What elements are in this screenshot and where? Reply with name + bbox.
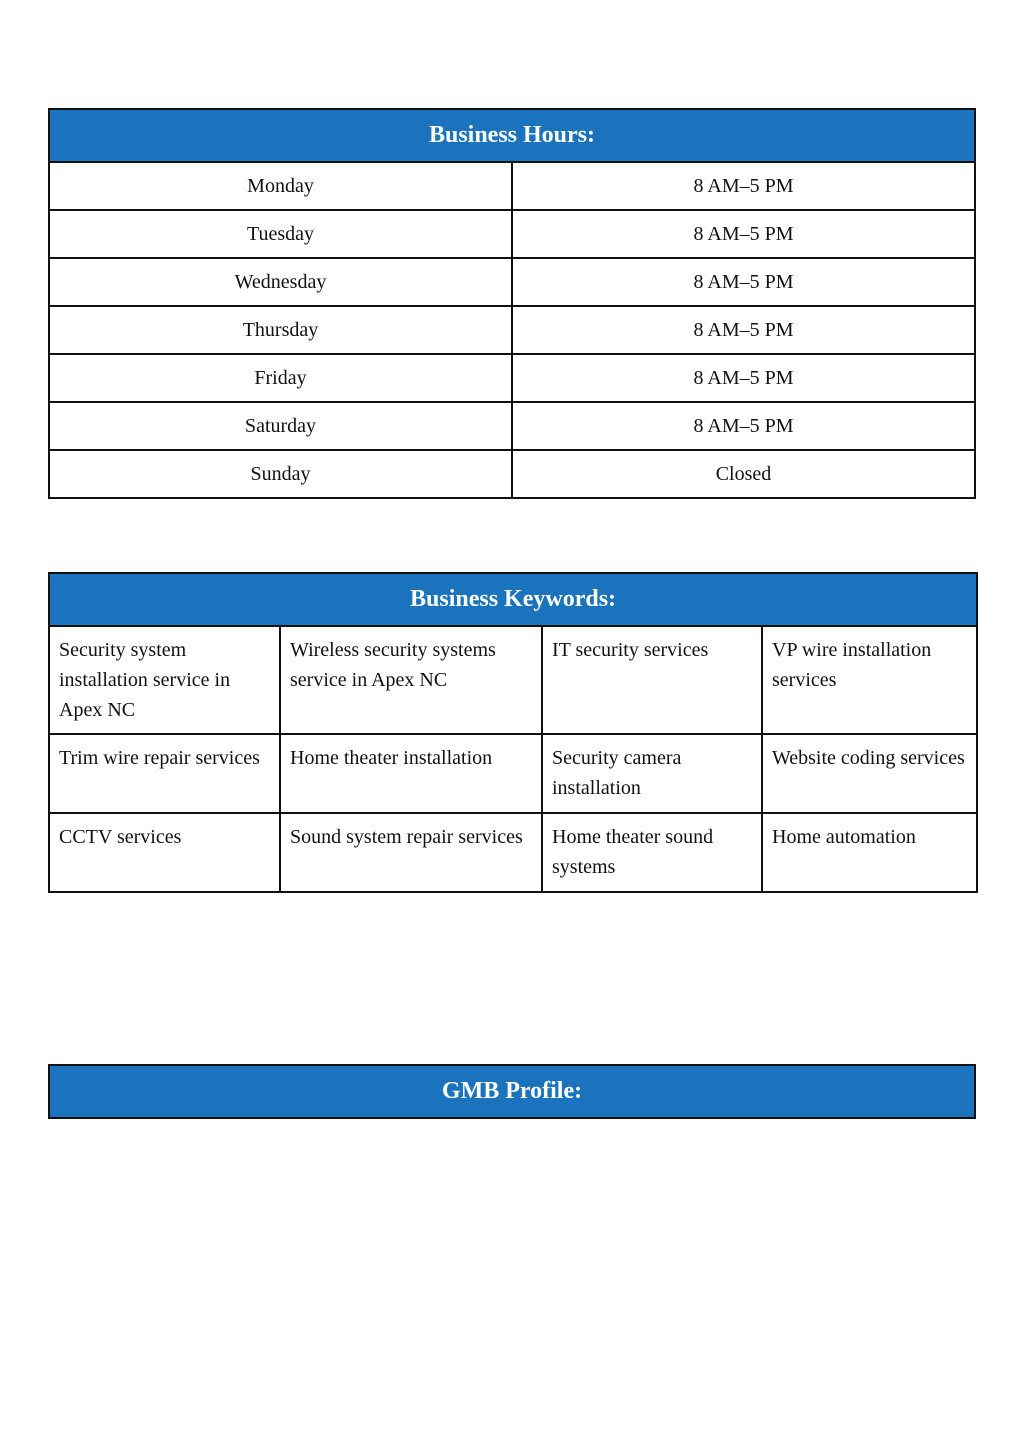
keyword-cell: Security system installation service in Apex NC bbox=[49, 626, 280, 734]
hours-row bbox=[49, 306, 975, 354]
day-cell: Saturday bbox=[49, 402, 512, 450]
hours-cell: 8 AM–5 PM bbox=[512, 210, 975, 258]
keyword-cell: CCTV services bbox=[49, 813, 280, 892]
hours-cell: 8 AM–5 PM bbox=[512, 354, 975, 402]
hours-row bbox=[49, 450, 975, 498]
hours-cell: 8 AM–5 PM bbox=[512, 162, 975, 210]
business-hours-table bbox=[48, 108, 976, 499]
keyword-cell: Trim wire repair services bbox=[49, 734, 280, 813]
hours-row bbox=[49, 258, 975, 306]
keyword-cell: Wireless security systems service in Apex NC bbox=[280, 626, 542, 734]
keywords-row bbox=[49, 813, 977, 892]
hours-row bbox=[49, 210, 975, 258]
keyword-cell: Security camera installation bbox=[542, 734, 762, 813]
business-keywords-heading: Business Keywords: bbox=[49, 573, 977, 626]
business-hours-heading: Business Hours: bbox=[49, 109, 975, 162]
keyword-cell: Sound system repair services bbox=[280, 813, 542, 892]
keyword-cell: Home theater sound systems bbox=[542, 813, 762, 892]
keywords-row bbox=[49, 734, 977, 813]
business-keywords-table bbox=[48, 572, 978, 893]
hours-row bbox=[49, 162, 975, 210]
gmb-profile-heading: GMB Profile: bbox=[49, 1065, 975, 1118]
day-cell: Wednesday bbox=[49, 258, 512, 306]
keyword-cell: Website coding services bbox=[762, 734, 977, 813]
hours-cell: 8 AM–5 PM bbox=[512, 402, 975, 450]
hours-cell: 8 AM–5 PM bbox=[512, 306, 975, 354]
day-cell: Sunday bbox=[49, 450, 512, 498]
hours-cell: Closed bbox=[512, 450, 975, 498]
hours-row bbox=[49, 402, 975, 450]
gmb-profile-table bbox=[48, 1064, 976, 1119]
keyword-cell: VP wire installation services bbox=[762, 626, 977, 734]
keyword-cell: IT security services bbox=[542, 626, 762, 734]
day-cell: Friday bbox=[49, 354, 512, 402]
day-cell: Tuesday bbox=[49, 210, 512, 258]
keyword-cell: Home theater installation bbox=[280, 734, 542, 813]
keywords-row bbox=[49, 626, 977, 734]
day-cell: Monday bbox=[49, 162, 512, 210]
keyword-cell: Home automation bbox=[762, 813, 977, 892]
day-cell: Thursday bbox=[49, 306, 512, 354]
hours-cell: 8 AM–5 PM bbox=[512, 258, 975, 306]
hours-row bbox=[49, 354, 975, 402]
